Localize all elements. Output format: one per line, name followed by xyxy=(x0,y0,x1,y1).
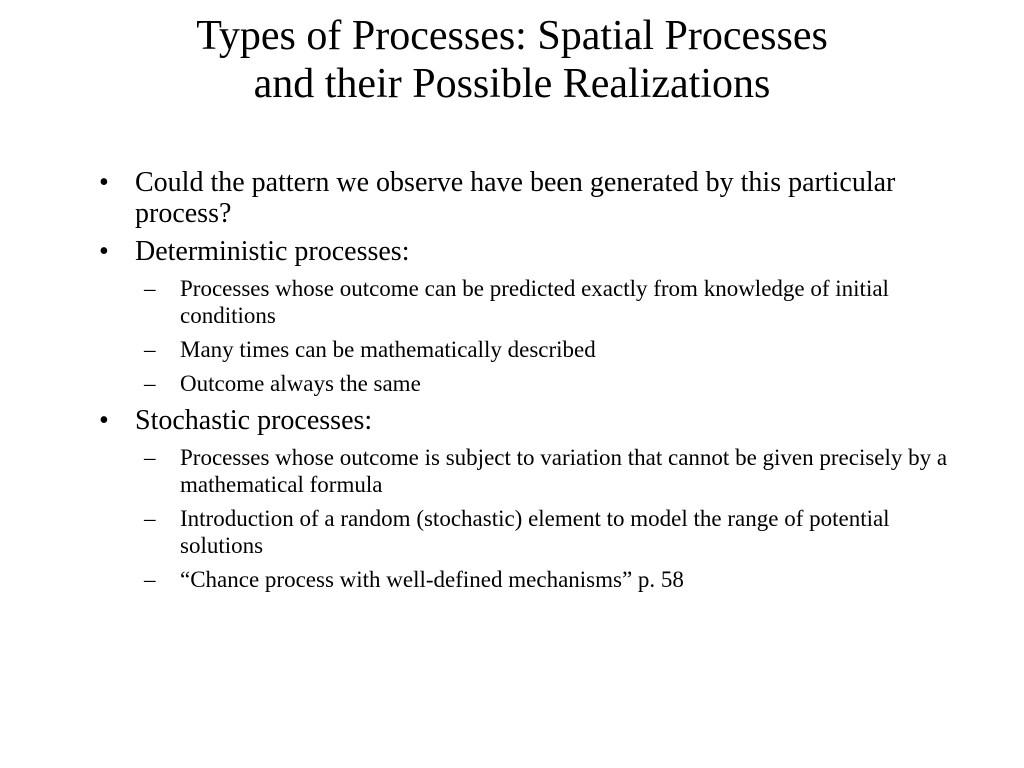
bullet-marker: • xyxy=(99,236,109,267)
sub-bullet-text: Processes whose outcome can be predicted exactly from knowledge of initial conditions xyxy=(180,276,889,328)
title-line-2: and their Possible Realizations xyxy=(253,61,771,107)
sub-bullet-marker: – xyxy=(144,276,156,301)
title-line-1: Types of Processes: Spatial Processes xyxy=(196,13,828,59)
bullet-text: Deterministic processes: xyxy=(135,236,410,267)
sub-bullet-marker: – xyxy=(144,567,156,592)
sub-bullet-text: Many times can be mathematically described xyxy=(180,337,596,362)
sub-bullet-item xyxy=(144,370,976,397)
sub-bullet-marker: – xyxy=(144,506,156,531)
sub-bullet-text: Introduction of a random (stochastic) element to model the range of potential solutions xyxy=(180,506,890,558)
sub-bullet-marker: – xyxy=(144,337,156,362)
sub-bullet-item xyxy=(144,336,976,363)
sub-bullet-marker: – xyxy=(144,371,156,396)
slide-title xyxy=(0,12,1024,108)
sub-bullet-item xyxy=(144,566,976,593)
bullet-marker: • xyxy=(99,167,109,198)
sub-bullet-list xyxy=(96,444,976,593)
slide-body xyxy=(96,167,976,601)
sub-bullet-text: “Chance process with well-defined mechanisms” p. 58 xyxy=(180,567,684,592)
sub-bullet-item xyxy=(144,444,976,498)
bullet-marker: • xyxy=(99,405,109,436)
bullet-text: Could the pattern we observe have been generated by this particular process? xyxy=(135,167,896,229)
bullet-item xyxy=(96,167,976,229)
bullet-item xyxy=(96,405,976,436)
sub-bullet-marker: – xyxy=(144,445,156,470)
sub-bullet-item xyxy=(144,505,976,559)
sub-bullet-list xyxy=(96,275,976,397)
sub-bullet-text: Processes whose outcome is subject to variation that cannot be given precisely by a mathematical formula xyxy=(180,445,948,497)
sub-bullet-item xyxy=(144,275,976,329)
bullet-item xyxy=(96,236,976,267)
sub-bullet-text: Outcome always the same xyxy=(180,371,421,396)
bullet-text: Stochastic processes: xyxy=(135,405,373,436)
